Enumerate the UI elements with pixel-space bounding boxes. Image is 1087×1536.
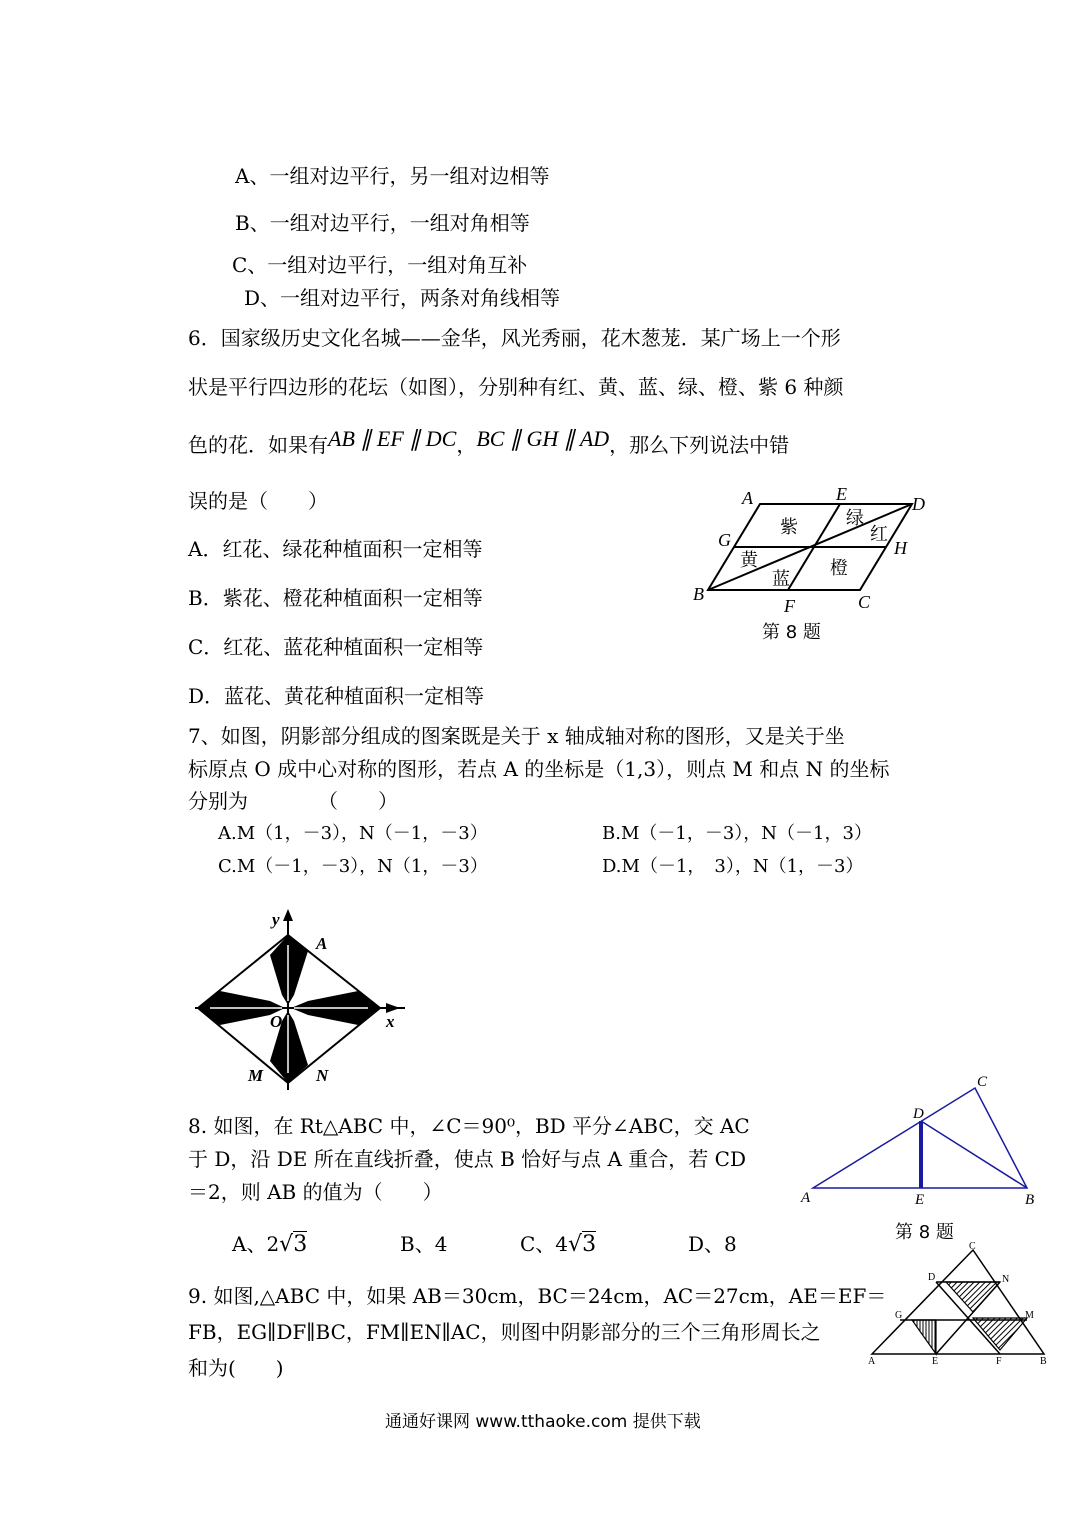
point-h-label: H: [894, 538, 907, 558]
q6-math-ab-ef-dc: AB ∥ EF ∥ DC: [328, 426, 457, 451]
q8-figure-caption: 第 8 题: [895, 1222, 954, 1243]
q7-symmetry-figure: [190, 905, 415, 1095]
q6-option-c: C．红花、蓝花种植面积一定相等: [188, 635, 484, 659]
q7-line-3: 分别为 （ ）: [188, 789, 398, 813]
point-m-label: M: [248, 1066, 264, 1085]
q7-option-c: C.M（－1，－3），N（1，－3）: [218, 856, 488, 877]
q8-option-a-radicand: 3: [293, 1232, 308, 1257]
q8-option-a-label: A、2: [232, 1232, 280, 1256]
point-d-label: D: [912, 494, 925, 514]
q9-line-3: 和为( ): [188, 1356, 284, 1380]
q9-line-2: FB，EG∥DF∥BC，FM∥EN∥AC，则图中阴影部分的三个三角形周长之: [188, 1320, 821, 1344]
point-f-label: F: [784, 596, 795, 616]
axis-x-label: x: [386, 1012, 395, 1031]
region-purple-label: 紫: [780, 517, 798, 537]
q6-figure-caption: 第 8 题: [762, 622, 821, 643]
point-a-label: A: [742, 488, 753, 508]
point-d-label: D: [913, 1106, 924, 1122]
q5-option-c: C、一组对边平行，一组对角互补: [232, 253, 528, 277]
page-footer: 通通好课网 www.tthaoke.com 提供下载: [385, 1412, 701, 1432]
q9-triangle-figure: [862, 1240, 1057, 1370]
q7-option-d: D.M（－1， 3），N（1，－3）: [602, 856, 864, 877]
q7-option-a: A.M（1，－3），N（－1，－3）: [218, 823, 488, 844]
q8-line-1: 8. 如图，在 Rt△ABC 中，∠C＝90⁰，BD 平分∠ABC，交 AC: [188, 1114, 750, 1138]
q8-option-a: [232, 1232, 307, 1257]
region-red-label: 红: [870, 524, 888, 544]
q7-line-1: 7、如图，阴影部分组成的图案既是关于 x 轴成轴对称的图形，又是关于坐: [188, 724, 845, 748]
point-a-label: A: [868, 1356, 876, 1367]
sqrt-symbol: √: [279, 1232, 294, 1257]
q6-line-3-pre: 色的花．如果有: [188, 433, 328, 457]
q6-option-b: B．紫花、橙花种植面积一定相等: [188, 586, 483, 610]
point-b-label: B: [1040, 1356, 1047, 1367]
region-yellow-label: 黄: [740, 550, 758, 570]
q8-option-c-radicand: 3: [582, 1232, 597, 1257]
origin-o-label: O: [270, 1012, 283, 1031]
q8-triangle-figure: [795, 1070, 1050, 1245]
region-green-label: 绿: [846, 508, 864, 528]
point-g-label: G: [895, 1310, 903, 1321]
q9-line-1: 9. 如图,△ABC 中，如果 AB＝30cm，BC＝24cm，AC＝27cm，AE＝EF＝: [188, 1284, 887, 1308]
point-c-label: C: [858, 592, 871, 612]
q6-line-1: 6．国家级历史文化名城——金华，风光秀丽，花木葱茏．某广场上一个形: [188, 326, 841, 350]
q7-option-b: B.M（－1，－3），N（－1，3）: [602, 823, 872, 844]
axis-y-label: y: [272, 910, 280, 929]
q6-line-3: [188, 426, 790, 457]
point-n-label: N: [1002, 1274, 1010, 1285]
q6-line-2: 状是平行四边形的花坛（如图），分别种有红、黄、蓝、绿、橙、紫 6 种颜: [188, 375, 844, 399]
point-b-label: B: [1025, 1192, 1035, 1208]
q8-option-c: [520, 1232, 596, 1257]
point-a-label: A: [316, 934, 328, 953]
point-e-label: E: [932, 1356, 939, 1367]
region-orange-label: 橙: [830, 558, 848, 578]
q8-line-2: 于 D，沿 DE 所在直线折叠，使点 B 恰好与点 A 重合，若 CD: [188, 1147, 747, 1171]
point-b-label: B: [693, 584, 704, 604]
point-g-label: G: [718, 530, 731, 550]
q8-option-d: [688, 1232, 737, 1256]
q5-option-a: A、一组对边平行，另一组对边相等: [235, 164, 550, 188]
point-a-label: A: [801, 1190, 811, 1206]
q6-option-d: D．蓝花、黄花种植面积一定相等: [188, 684, 485, 708]
q5-option-b: B、一组对边平行，一组对角相等: [235, 211, 530, 235]
q6-option-a: A．红花、绿花种植面积一定相等: [188, 537, 483, 561]
q8-line-3: ＝2，则 AB 的值为（ ）: [188, 1180, 443, 1204]
sqrt-symbol: √: [568, 1232, 583, 1257]
point-m-label: M: [1025, 1310, 1034, 1321]
q7-line-2: 标原点 O 成中心对称的图形，若点 A 的坐标是（1,3），则点 M 和点 N 的坐标: [188, 757, 890, 781]
region-blue-label: 蓝: [772, 569, 790, 589]
point-f-label: F: [996, 1356, 1002, 1367]
point-c-label: C: [969, 1241, 976, 1252]
q6-math-bc-gh-ad: BC ∥ GH ∥ AD: [476, 426, 610, 451]
q8-option-d-label: D、8: [688, 1232, 737, 1256]
q8-option-b: [400, 1232, 447, 1256]
point-e-label: E: [836, 484, 847, 504]
q6-line-3-comma: ，: [456, 433, 477, 457]
q5-option-d: D、一组对边平行，两条对角线相等: [244, 286, 561, 310]
point-d-label: D: [928, 1272, 936, 1283]
point-n-label: N: [316, 1066, 329, 1085]
q8-option-c-label: C、4: [520, 1232, 569, 1256]
point-c-label: C: [977, 1074, 988, 1090]
q8-option-b-label: B、4: [400, 1232, 448, 1256]
q6-line-4: 误的是（ ）: [188, 489, 328, 513]
q6-parallelogram-figure: [690, 480, 940, 650]
q6-line-3-post: ，那么下列说法中错: [609, 433, 790, 457]
point-e-label: E: [915, 1192, 925, 1208]
